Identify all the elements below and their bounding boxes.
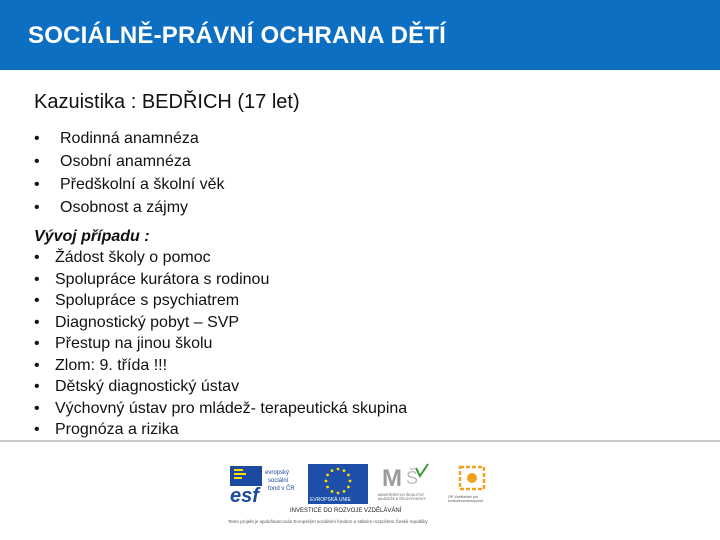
bullet: • bbox=[34, 313, 40, 331]
bullet: • bbox=[34, 378, 40, 395]
cofinancing-note: Tento projekt je spolufinancován Evropským sociálním fondem a státním rozpočtem České republiky bbox=[228, 519, 428, 524]
list-item-text: Dětský diagnostický ústav bbox=[55, 378, 240, 395]
list-item-text: Výchovný ústav pro mládež- terapeutická skupina bbox=[55, 399, 408, 417]
msmt-icon bbox=[376, 462, 440, 492]
opvk-label: OP Vzdělávání pro konkurenceschopnost bbox=[448, 495, 483, 503]
bullet: • bbox=[34, 249, 40, 266]
bullet: • bbox=[34, 335, 40, 352]
bullet: • bbox=[34, 270, 40, 288]
investment-caption: INVESTICE DO ROZVOJE VZDĚLÁVÁNÍ bbox=[290, 508, 402, 514]
opvk-logo bbox=[448, 464, 498, 504]
list-item-text: Rodinná anamnéza bbox=[60, 130, 199, 147]
esf-logo bbox=[228, 464, 304, 504]
eu-label: EVROPSKÁ UNIE bbox=[310, 497, 351, 503]
bullet: • bbox=[34, 399, 40, 417]
section-title: Vývoj případu : bbox=[34, 228, 150, 245]
svg-text:Š: Š bbox=[406, 468, 419, 488]
header-bar bbox=[0, 0, 720, 70]
eu-flag-icon bbox=[308, 464, 368, 496]
svg-text:esf: esf bbox=[230, 485, 259, 504]
bullet: • bbox=[34, 356, 40, 374]
list-item-text: Spolupráce s psychiatrem bbox=[55, 292, 240, 309]
msmt-label: MINISTERSTVO ŠKOLSTVÍ, MLÁDEŽE A TĚLOVÝCHOVY bbox=[378, 493, 426, 501]
bullet: • bbox=[34, 421, 40, 438]
logo-strip bbox=[228, 458, 498, 528]
list-item-text: Osobní anamnéza bbox=[60, 153, 191, 170]
list-item-text: Spolupráce kurátora s rodinou bbox=[55, 270, 270, 288]
case-title: Kazuistika : BEDŘICH (17 let) bbox=[34, 91, 300, 113]
esf-text-bot: fond v ČR bbox=[268, 486, 295, 492]
bullet: • bbox=[34, 130, 40, 147]
list-item-text: Zlom: 9. třída !!! bbox=[55, 356, 168, 374]
bullet: • bbox=[34, 153, 40, 170]
list-item-text: Předškolní a školní věk bbox=[60, 176, 225, 193]
list-item-text: Diagnostický pobyt – SVP bbox=[55, 313, 240, 331]
list-item-text: Žádost školy o pomoc bbox=[55, 249, 211, 266]
bullet: • bbox=[34, 292, 40, 309]
divider bbox=[0, 440, 720, 442]
esf-text-mid: sociální bbox=[268, 478, 289, 484]
svg-text:M: M bbox=[382, 465, 402, 492]
bullet: • bbox=[34, 199, 40, 216]
msmt-logo bbox=[376, 462, 440, 504]
list-item-text: Osobnost a zájmy bbox=[60, 199, 189, 216]
list-item-text: Prognóza a rizika bbox=[55, 421, 179, 438]
esf-text-top: evropský bbox=[265, 470, 290, 476]
page-title: SOCIÁLNĚ-PRÁVNÍ OCHRANA DĚTÍ bbox=[28, 22, 447, 49]
opvk-icon bbox=[448, 464, 498, 494]
bullet: • bbox=[34, 176, 40, 193]
list-item-text: Přestup na jinou školu bbox=[55, 335, 213, 352]
eu-logo bbox=[308, 464, 368, 504]
